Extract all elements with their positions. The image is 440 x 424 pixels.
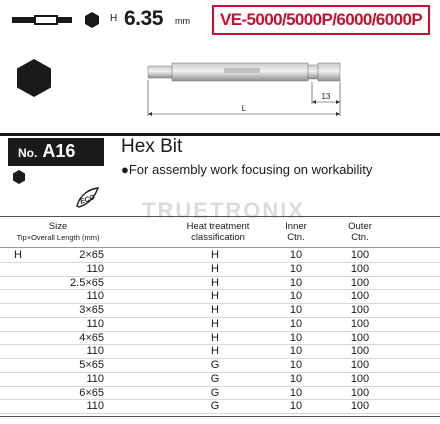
heat-treatment-cell: H xyxy=(211,317,219,330)
section-rule xyxy=(0,133,440,136)
size-cell: 110 xyxy=(86,400,104,413)
outer-carton-cell: 100 xyxy=(350,345,370,358)
heat-treatment-cell: G xyxy=(210,359,220,371)
size-cell: 6×65 xyxy=(79,386,104,399)
inner-carton-cell: 10 xyxy=(289,359,303,371)
inner-carton-cell: 10 xyxy=(289,331,303,344)
compatible-models: VE-5000/5000P/6000/6000P xyxy=(220,10,423,29)
product-description: ●For assembly work focusing on workability xyxy=(121,162,373,177)
product-title: Hex Bit xyxy=(121,136,183,157)
size-cell: 110 xyxy=(86,372,104,385)
inner-carton-cell: 10 xyxy=(289,262,303,275)
table-bottom-rule xyxy=(0,416,440,417)
table-row xyxy=(0,249,440,263)
size-cell: 110 xyxy=(86,317,104,330)
size-cell: 110 xyxy=(86,262,104,275)
inner-carton-cell: 10 xyxy=(289,345,303,358)
inner-carton-cell: 10 xyxy=(289,276,303,289)
inner-carton-cell: 10 xyxy=(289,400,303,413)
hex-bit-drawing xyxy=(140,60,350,122)
outer-carton-cell: 100 xyxy=(350,262,370,275)
size-cell: 110 xyxy=(86,290,104,303)
col-size-header: Size Tip×Overall Length (mm) xyxy=(16,221,100,242)
heat-treatment-cell: G xyxy=(210,400,220,413)
inner-carton-cell: 10 xyxy=(289,317,303,330)
spec-header xyxy=(0,0,440,42)
inner-carton-cell: 10 xyxy=(289,304,303,316)
heat-treatment-cell: H xyxy=(211,262,219,275)
col-heat-header: Heat treatment classification xyxy=(186,221,250,243)
heat-treatment-cell: G xyxy=(210,372,220,385)
outer-carton-cell: 100 xyxy=(350,290,370,303)
outer-carton-cell: 100 xyxy=(350,276,370,289)
compatible-models-box xyxy=(212,5,430,35)
tip-cell: H xyxy=(14,249,22,261)
table-row xyxy=(0,263,440,277)
watermark: TRUETRONIX xyxy=(142,198,305,223)
size-cell: 2.5×65 xyxy=(70,276,104,289)
drive-type-label: H xyxy=(110,13,118,24)
size-cell: 110 xyxy=(86,345,104,358)
shank-size-unit: mm xyxy=(175,16,190,26)
table-row xyxy=(0,359,440,373)
spec-table-body xyxy=(0,249,440,414)
size-cell: 3×65 xyxy=(79,304,104,316)
table-row xyxy=(0,304,440,318)
hex-icon xyxy=(12,170,26,184)
col-outer-header: Outer Ctn. xyxy=(348,221,372,243)
outer-carton-cell: 100 xyxy=(350,249,370,261)
hex-icon xyxy=(14,58,54,98)
heat-treatment-cell: H xyxy=(211,331,219,344)
outer-carton-cell: 100 xyxy=(350,359,370,371)
inner-carton-cell: 10 xyxy=(289,386,303,399)
heat-treatment-cell: H xyxy=(211,249,219,261)
heat-treatment-cell: H xyxy=(211,345,219,358)
table-row xyxy=(0,277,440,291)
bit-icon xyxy=(12,15,72,25)
table-header xyxy=(0,216,440,248)
item-number: A16 xyxy=(42,141,76,161)
table-row xyxy=(0,387,440,401)
table-row xyxy=(0,345,440,359)
table-row xyxy=(0,373,440,387)
table-row xyxy=(0,290,440,304)
heat-treatment-cell: H xyxy=(211,276,219,289)
size-cell: 2×65 xyxy=(79,249,104,261)
item-number-prefix: No. xyxy=(18,146,38,160)
heat-treatment-cell: H xyxy=(211,304,219,316)
shank-size: 6.35 xyxy=(124,7,163,30)
table-row xyxy=(0,318,440,332)
size-cell: 5×65 xyxy=(79,359,104,371)
heat-treatment-cell: H xyxy=(211,290,219,303)
outer-carton-cell: 100 xyxy=(350,331,370,344)
table-row xyxy=(0,332,440,346)
hex-icon xyxy=(84,12,100,28)
eco-icon xyxy=(74,186,100,210)
outer-carton-cell: 100 xyxy=(350,372,370,385)
overall-length-label: L xyxy=(241,104,247,113)
heat-treatment-cell: G xyxy=(210,386,220,399)
svg-text:ECO: ECO xyxy=(79,194,96,206)
table-row xyxy=(0,400,440,414)
col-inner-header: Inner Ctn. xyxy=(285,221,307,243)
outer-carton-cell: 100 xyxy=(350,317,370,330)
tip-length-label: 13 xyxy=(321,92,331,101)
size-cell: 4×65 xyxy=(79,331,104,344)
inner-carton-cell: 10 xyxy=(289,372,303,385)
item-number-badge xyxy=(8,138,104,166)
outer-carton-cell: 100 xyxy=(350,304,370,316)
outer-carton-cell: 100 xyxy=(350,386,370,399)
outer-carton-cell: 100 xyxy=(350,400,370,413)
inner-carton-cell: 10 xyxy=(289,249,303,261)
inner-carton-cell: 10 xyxy=(289,290,303,303)
